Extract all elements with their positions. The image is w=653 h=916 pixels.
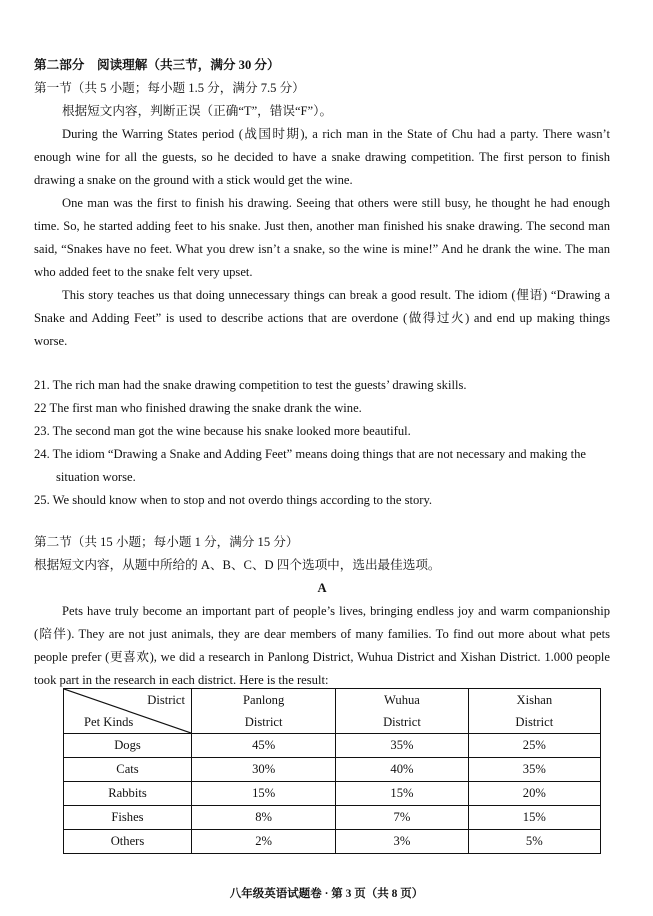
value-cell: 40%: [336, 758, 468, 782]
corner-cell: [64, 689, 192, 734]
pet-survey-table: [63, 688, 601, 854]
table-row: [64, 806, 601, 830]
question-25: 25. We should know when to stop and not overdo things according to the story.: [34, 493, 433, 507]
passage-label: A: [317, 581, 327, 595]
table-row: [64, 758, 601, 782]
section1-title: 第一节（共 5 小题；每小题 1.5 分，满分 7.5 分）: [34, 81, 305, 95]
column-header: [192, 689, 336, 734]
part-title: 第二部分 阅读理解（共三节，满分 30 分）: [34, 58, 280, 72]
value-cell: 2%: [192, 830, 336, 854]
question-24: 24. The idiom “Drawing a Snake and Adding Feet” means doing things that are not necessary and making the situation worse.: [34, 447, 587, 484]
table-row: [64, 734, 601, 758]
value-cell: 35%: [468, 758, 600, 782]
column-header-line1: Wuhua: [384, 693, 420, 707]
section2-instruction: 根据短文内容，从题中所给的 A、B、C、D 四个选项中，选出最佳选项。: [34, 558, 441, 572]
table-row: [64, 830, 601, 854]
pet-kind-cell: Others: [64, 830, 192, 854]
pet-kind-cell: Dogs: [64, 734, 192, 758]
story-paragraph-3: This story teaches us that doing unnecessary things can break a good result. The idiom (俚语) “Drawing a Snake and Adding Feet” is used to describe actions that are overdone (做得过火) and end up making things worse.: [34, 288, 610, 348]
questions-block: [34, 374, 610, 512]
section1-instruction: 根据短文内容，判断正误（正确“T”，错误“F”）。: [62, 104, 333, 118]
value-cell: 15%: [192, 782, 336, 806]
table-header-row: [64, 689, 601, 734]
section2-title: 第二节（共 15 小题；每小题 1 分，满分 15 分）: [34, 535, 299, 549]
pet-kind-cell: Rabbits: [64, 782, 192, 806]
column-header-line2: District: [515, 715, 554, 729]
value-cell: 30%: [192, 758, 336, 782]
value-cell: 15%: [468, 806, 600, 830]
question-22: 22 The first man who finished drawing the snake drank the wine.: [34, 401, 362, 415]
value-cell: 3%: [336, 830, 468, 854]
pet-kind-cell: Fishes: [64, 806, 192, 830]
column-header-line1: Xishan: [516, 693, 553, 707]
pet-kind-cell: Cats: [64, 758, 192, 782]
question-23: 23. The second man got the wine because his snake looked more beautiful.: [34, 424, 411, 438]
value-cell: 25%: [468, 734, 600, 758]
section2-block: [34, 531, 610, 692]
column-header: [336, 689, 468, 734]
column-header-line2: District: [244, 715, 283, 729]
table-row: [64, 782, 601, 806]
corner-bottom-label: Pet Kinds: [84, 715, 134, 729]
corner-top-label: District: [147, 693, 185, 707]
column-header-line2: District: [383, 715, 421, 729]
value-cell: 7%: [336, 806, 468, 830]
value-cell: 45%: [192, 734, 336, 758]
page-footer: 八年级英语试题卷 · 第 3 页（共 8 页）: [229, 888, 424, 900]
section1-block: [34, 54, 610, 353]
column-header-line1: Panlong: [243, 693, 285, 707]
value-cell: 15%: [336, 782, 468, 806]
value-cell: 35%: [336, 734, 468, 758]
column-header: [468, 689, 600, 734]
value-cell: 20%: [468, 782, 600, 806]
story-paragraph-2: One man was the first to finish his drawing. Seeing that others were still busy, he thought he had enough time. So, he started adding feet to his snake. Just then, another man finished his snake drawing. The second man said, “Snakes have no feet. What you drew isn’t a snake, so the wine is mine!” And he drank the wine. The man who added feet to the snake felt very upset.: [34, 196, 610, 279]
story-paragraph-1: During the Warring States period (战国时期), a rich man in the State of Chu had a party. There wasn’t enough wine for all the guests, so he decided to have a snake drawing competition. The first person to finish drawing a snake on the ground with a stick would get the wine.: [34, 127, 610, 187]
value-cell: 8%: [192, 806, 336, 830]
value-cell: 5%: [468, 830, 600, 854]
pets-paragraph: Pets have truly become an important part of people’s lives, bringing endless joy and warm companionship (陪伴). They are not just animals, they are dear members of many families. To find out more about what pets people prefer (更喜欢), we did a research in Panlong District, Wuhua District and Xishan District. 1.000 people took part in the research in each district. Here is the result:: [34, 604, 610, 687]
question-21: 21. The rich man had the snake drawing competition to test the guests’ drawing skills.: [34, 378, 467, 392]
